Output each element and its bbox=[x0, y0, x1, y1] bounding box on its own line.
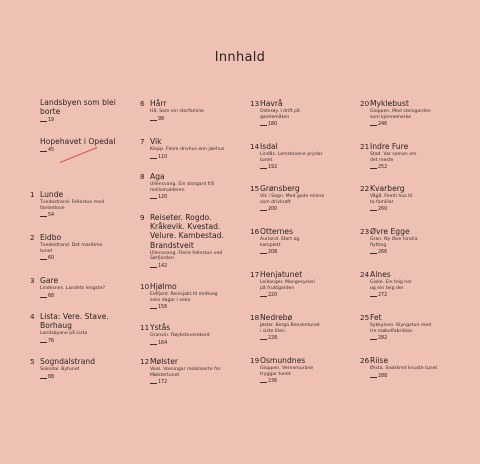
toc-entry[interactable] bbox=[30, 276, 148, 299]
toc-entry[interactable] bbox=[360, 99, 478, 128]
entry-page-number: 54 bbox=[40, 213, 148, 218]
entry-title: Lunde bbox=[40, 190, 64, 199]
toc-entry[interactable] bbox=[30, 190, 148, 219]
toc-entry[interactable] bbox=[360, 142, 478, 171]
toc-entry[interactable] bbox=[250, 313, 368, 342]
entry-description: Osterøy. I drift på gamlemåten bbox=[260, 109, 300, 120]
toc-entry[interactable] bbox=[250, 356, 368, 385]
entry-page-number: 288 bbox=[370, 374, 478, 379]
entry-title: Grønsberg bbox=[260, 184, 300, 193]
entry-page-number: 220 bbox=[260, 293, 368, 298]
entry-title: Landsbyen som blei borte bbox=[40, 98, 116, 117]
entry-number: 18 bbox=[250, 313, 260, 322]
entry-description: Aurland. Stort og komplett bbox=[260, 237, 300, 248]
entry-page-number: 19 bbox=[40, 118, 148, 123]
entry-description: Vågå. Femti hus til to familiar bbox=[370, 194, 413, 205]
entry-description: Sokndal. Bytunet bbox=[40, 367, 80, 373]
entry-number: 12 bbox=[140, 357, 150, 366]
entry-page-number: 200 bbox=[260, 207, 368, 212]
entry-page-number: 172 bbox=[150, 380, 258, 385]
entry-title: Otternes bbox=[260, 227, 294, 236]
entry-title: Lista: Vere. Stave. Borhaug bbox=[40, 312, 109, 331]
entry-description: Gloppen. Vernemurane tryggar tunet bbox=[260, 366, 314, 377]
entry-number: 11 bbox=[140, 323, 150, 332]
toc-entry[interactable] bbox=[140, 357, 258, 386]
entry-title: Myklebust bbox=[370, 99, 409, 108]
entry-page-number: 142 bbox=[150, 264, 258, 269]
entry-number: 13 bbox=[250, 99, 260, 108]
toc-entry[interactable] bbox=[360, 270, 478, 299]
entry-page-number: 98 bbox=[150, 117, 258, 122]
entry-description: Lindås. Lemstovene prydar tunet bbox=[260, 152, 323, 163]
entry-description: Landsbyane på Lista bbox=[40, 331, 88, 337]
entry-page-number: 266 bbox=[370, 250, 478, 255]
entry-title: Nedrebø bbox=[260, 313, 293, 322]
entry-page-number: 76 bbox=[40, 339, 148, 344]
entry-page-number: 120 bbox=[150, 195, 258, 200]
entry-title: Isdal bbox=[260, 142, 278, 151]
entry-page-number: 252 bbox=[370, 165, 478, 170]
entry-description: Voss. Vossingar mobiliserte for Mølstertunet bbox=[150, 367, 221, 378]
entry-page-number: 192 bbox=[260, 165, 368, 170]
entry-number: 24 bbox=[360, 270, 370, 279]
entry-page-number: 260 bbox=[370, 207, 478, 212]
entry-description: Gloppen. Med steingarden som kjennemerke bbox=[370, 109, 431, 120]
entry-page-number: 68 bbox=[40, 294, 148, 299]
toc-entry[interactable] bbox=[30, 357, 148, 380]
entry-page-number: 272 bbox=[370, 293, 478, 298]
entry-number: 22 bbox=[360, 184, 370, 193]
entry-page-number: 180 bbox=[260, 122, 368, 127]
entry-page-number: 110 bbox=[150, 155, 258, 160]
entry-description: Hå. Som ein storfamilie bbox=[150, 109, 204, 115]
entry-number: 14 bbox=[250, 142, 260, 151]
toc-entry[interactable] bbox=[140, 137, 258, 160]
entry-description: Ullensvang. Fleire fellestun ved Sørfjorden bbox=[150, 250, 223, 262]
entry-title: Øvre Egge bbox=[370, 227, 410, 236]
toc-entry[interactable] bbox=[250, 99, 368, 128]
entry-description: Giske. Ein teig her og ein teig der bbox=[370, 280, 412, 291]
entry-page-number: 156 bbox=[150, 305, 258, 310]
entry-title: Fet bbox=[370, 313, 382, 322]
entry-title: Mølster bbox=[150, 357, 179, 366]
entry-number: 26 bbox=[360, 356, 370, 365]
toc-entry[interactable] bbox=[40, 98, 148, 123]
entry-title: Henjatunet bbox=[260, 270, 303, 279]
toc-entry[interactable] bbox=[140, 213, 258, 269]
toc-entry[interactable] bbox=[250, 270, 368, 299]
entry-title: Kvarberg bbox=[370, 184, 405, 193]
entry-number: 25 bbox=[360, 313, 370, 322]
entry-title: Gare bbox=[40, 276, 59, 285]
entry-title: Havrå bbox=[260, 99, 283, 108]
entry-number: 17 bbox=[250, 270, 260, 279]
entry-title: Riise bbox=[370, 356, 389, 365]
entry-number: 3 bbox=[30, 276, 35, 285]
toc-entry[interactable] bbox=[140, 282, 258, 311]
entry-description: Tvedestrand. Det maritime tunet bbox=[40, 243, 103, 254]
entry-title: Ystås bbox=[150, 323, 171, 332]
entry-number: 15 bbox=[250, 184, 260, 193]
entry-page-number: 164 bbox=[150, 341, 258, 346]
entry-description: Jøster. Berga Bensentunet i siste liten bbox=[260, 323, 320, 334]
toc-entry[interactable] bbox=[360, 227, 478, 256]
page-title: Innhald bbox=[214, 50, 266, 65]
entry-description: Stad. Var saman om det meste bbox=[370, 152, 417, 163]
entry-title: Sogndalstrand bbox=[40, 357, 96, 366]
entry-page-number: 60 bbox=[40, 256, 148, 261]
entry-title: Alnes bbox=[370, 270, 391, 279]
toc-entry[interactable] bbox=[140, 172, 258, 201]
entry-description: Vik i Sogn. Med gode minne som drivkraft bbox=[260, 194, 325, 205]
entry-description: Ørsta. Snøskred knuste tunet bbox=[370, 366, 438, 372]
entry-description: Ullensvang. Ein storgard frå mellomalderen bbox=[150, 182, 214, 193]
entry-page-number: 236 bbox=[260, 379, 368, 384]
entry-page-number: 228 bbox=[260, 336, 368, 341]
entry-number: 21 bbox=[360, 142, 370, 151]
entry-title: Reiseter. Rogdo. Kråkevik. Kvestad. Velure. Kambestad. Brandstveit bbox=[150, 213, 224, 250]
toc-entry[interactable] bbox=[250, 142, 368, 171]
toc-entry[interactable] bbox=[30, 312, 148, 344]
entry-description: Granvin. Røykstoverekord bbox=[150, 333, 210, 339]
entry-description: Sykkylven. Klyngetun med tre møbelfabrikkar bbox=[370, 323, 432, 334]
entry-page-number: 45 bbox=[40, 148, 148, 153]
toc-entry[interactable] bbox=[360, 356, 478, 379]
toc-entry[interactable] bbox=[360, 313, 478, 342]
entry-number: 16 bbox=[250, 227, 260, 236]
toc-entry[interactable] bbox=[250, 227, 368, 256]
entry-title: Hopehavet i Opedal bbox=[40, 137, 116, 146]
entry-title: Eidbo bbox=[40, 233, 62, 242]
entry-title: Hjølmo bbox=[150, 282, 177, 291]
toc-entry[interactable] bbox=[140, 99, 258, 122]
entry-number: 1 bbox=[30, 190, 35, 199]
entry-number: 7 bbox=[140, 137, 145, 146]
entry-description: Tvedestrand. Fellestun med fantestove bbox=[40, 200, 105, 211]
entry-description: Eidfjord. Reinsjakt til midtveg seks dagar i veka bbox=[150, 292, 218, 303]
toc-entry[interactable] bbox=[40, 137, 148, 153]
entry-page-number: 282 bbox=[370, 336, 478, 341]
entry-number: 20 bbox=[360, 99, 370, 108]
entry-number: 6 bbox=[140, 99, 145, 108]
entry-number: 9 bbox=[140, 213, 145, 222]
toc-entry[interactable] bbox=[30, 233, 148, 262]
entry-description: Leikanger. Mangesysleri på fruktgarden bbox=[260, 280, 316, 291]
entry-number: 8 bbox=[140, 172, 145, 181]
entry-page-number: 208 bbox=[260, 250, 368, 255]
entry-number: 10 bbox=[140, 282, 150, 291]
entry-page-number: 88 bbox=[40, 375, 148, 380]
toc-entry[interactable] bbox=[250, 184, 368, 213]
toc-entry[interactable] bbox=[360, 184, 478, 213]
entry-title: Vik bbox=[150, 137, 162, 146]
entry-title: Indre Fure bbox=[370, 142, 409, 151]
entry-number: 5 bbox=[30, 357, 35, 366]
entry-number: 23 bbox=[360, 227, 370, 236]
entry-description: Klepp. Fleire drivhus enn jærhus bbox=[150, 147, 225, 153]
entry-number: 19 bbox=[250, 356, 260, 365]
entry-number: 4 bbox=[30, 312, 35, 321]
toc-entry[interactable] bbox=[140, 323, 258, 346]
entry-title: Hårr bbox=[150, 99, 167, 108]
entry-page-number: 246 bbox=[370, 122, 478, 127]
entry-title: Aga bbox=[150, 172, 165, 181]
entry-description: Lindesnes. Landets lengste? bbox=[40, 286, 106, 292]
entry-title: Osmundnes bbox=[260, 356, 306, 365]
entry-description: Gran. Ny låve hindra flytting bbox=[370, 237, 418, 248]
entry-number: 2 bbox=[30, 233, 35, 242]
